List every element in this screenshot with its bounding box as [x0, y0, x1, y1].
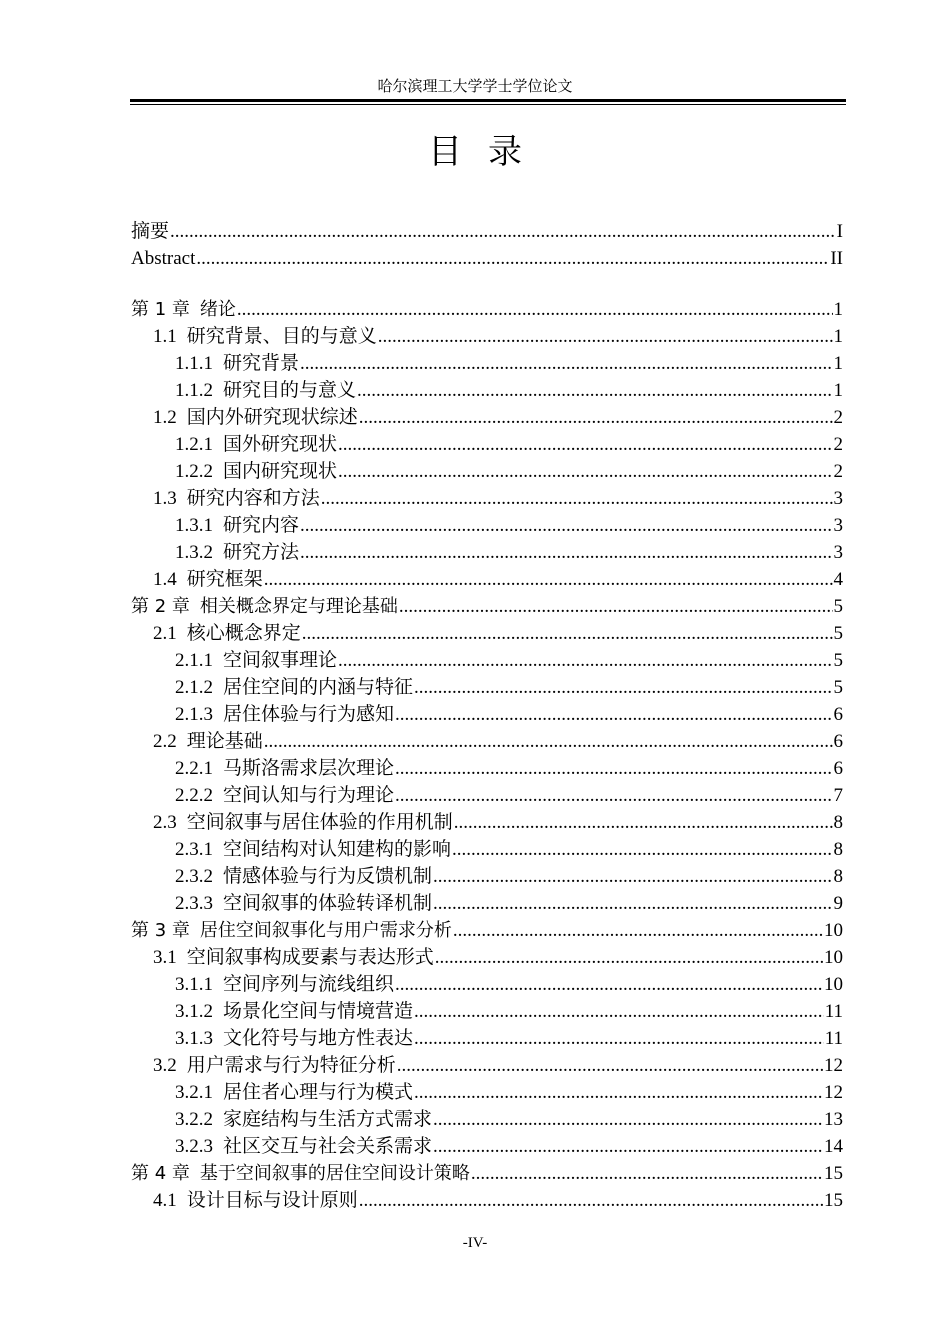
toc-entry-label: 绪论 [199, 299, 236, 320]
toc-page-number: 1 [833, 380, 843, 401]
dot-leader [300, 539, 832, 566]
toc-entry-number: 3.1.1 [175, 974, 213, 995]
toc-entry-title [131, 218, 169, 245]
toc-entry[interactable] [131, 512, 843, 539]
dot-leader [300, 350, 832, 377]
dot-leader [264, 566, 833, 593]
toc-entry-label: 研究背景、目的与意义 [186, 326, 377, 347]
toc-entry-title [131, 1160, 470, 1187]
dot-leader [395, 971, 823, 998]
toc-entry-number: 2.1.1 [175, 650, 213, 671]
dot-leader [302, 620, 833, 647]
toc-chapter-entry[interactable] [131, 296, 843, 323]
toc-page-number: II [830, 248, 843, 269]
toc-entry-title [153, 566, 263, 593]
toc-entry-label: 研究方法 [223, 542, 300, 563]
dot-leader [435, 944, 823, 971]
toc-entry-number: 1.2.2 [175, 461, 213, 482]
toc-entry-label: 空间叙事的体验转译机制 [223, 893, 433, 914]
toc-entry-title [175, 836, 451, 863]
toc-entry[interactable] [131, 620, 843, 647]
toc-entry-label: 理论基础 [186, 731, 263, 752]
toc-entry-number: 1.2.1 [175, 434, 213, 455]
toc-page-number: 5 [833, 677, 843, 698]
toc-entry-number: 1.3.1 [175, 515, 213, 536]
toc-entry-number: 2.3.1 [175, 839, 213, 860]
toc-page-number: 1 [833, 326, 843, 347]
toc-entry[interactable] [131, 701, 843, 728]
toc-page-number: 5 [833, 650, 843, 671]
toc-chapter-entry[interactable] [131, 593, 843, 620]
dot-leader [433, 1106, 823, 1133]
toc-entry-number: 4.1 [153, 1190, 177, 1211]
dot-leader [321, 485, 833, 512]
toc-entry[interactable] [131, 1187, 843, 1214]
toc-page-number: 14 [824, 1136, 843, 1157]
toc-page-number: 4 [833, 569, 843, 590]
dot-leader [338, 458, 832, 485]
toc-entry-label: 研究框架 [186, 569, 263, 590]
toc-entry-number: 3.2 [153, 1055, 177, 1076]
toc-entry-number: 2.1.2 [175, 677, 213, 698]
toc-entry-number: 3.1 [153, 947, 177, 968]
toc-page-number: 6 [833, 731, 843, 752]
toc-entry-title [153, 620, 301, 647]
toc-entry[interactable] [131, 728, 843, 755]
toc-entry-number: 1.1.1 [175, 353, 213, 374]
toc-entry-label: 基于空间叙事的居住空间设计策略 [199, 1163, 470, 1184]
toc-entry-label: 研究背景 [223, 353, 300, 374]
toc-entry[interactable] [131, 998, 843, 1025]
toc-entry-number: 2.1 [153, 623, 177, 644]
dot-leader [395, 701, 832, 728]
toc-page-number: 1 [833, 353, 843, 374]
toc-entry-label: 国外研究现状 [223, 434, 338, 455]
toc-chapter-entry[interactable] [131, 1160, 843, 1187]
table-of-contents [131, 218, 843, 1214]
dot-leader [452, 836, 832, 863]
toc-entry-title [175, 647, 337, 674]
toc-entry-title [175, 1025, 413, 1052]
toc-entry-label: 空间叙事理论 [223, 650, 338, 671]
toc-entry-label: 空间叙事构成要素与表达形式 [186, 947, 434, 968]
toc-page-number: 15 [824, 1163, 843, 1184]
toc-entry[interactable] [131, 458, 843, 485]
dot-leader [433, 890, 832, 917]
dot-leader [395, 782, 832, 809]
toc-page-number: 11 [824, 1001, 843, 1022]
toc-entry-title [175, 701, 394, 728]
toc-entry[interactable] [131, 404, 843, 431]
toc-entry-number: 第 3 章 [131, 920, 190, 941]
dot-leader [357, 377, 832, 404]
toc-entry[interactable] [131, 539, 843, 566]
toc-entry-title [131, 296, 236, 323]
toc-entry-title [153, 809, 453, 836]
toc-entry-label: 空间序列与流线组织 [223, 974, 395, 995]
dot-leader [300, 512, 832, 539]
toc-entry-label: 研究内容和方法 [186, 488, 320, 509]
toc-entry-label: 情感体验与行为反馈机制 [223, 866, 433, 887]
toc-entry-title [175, 458, 337, 485]
toc-entry-label: 居住体验与行为感知 [223, 704, 395, 725]
toc-page-number: 15 [824, 1190, 843, 1211]
toc-entry[interactable] [131, 863, 843, 890]
toc-entry-number: 2.2.1 [175, 758, 213, 779]
toc-entry-number: 1.3 [153, 488, 177, 509]
dot-leader [471, 1160, 823, 1187]
toc-entry-number: 3.1.3 [175, 1028, 213, 1049]
toc-entry-title [153, 485, 320, 512]
page-number: -IV- [462, 1235, 488, 1251]
toc-entry-number: 2.1.3 [175, 704, 213, 725]
dot-leader [264, 728, 833, 755]
toc-entry[interactable] [131, 836, 843, 863]
toc-entry-number: 2.2 [153, 731, 177, 752]
toc-chapter-entry[interactable] [131, 917, 843, 944]
toc-page-number: 2 [833, 407, 843, 428]
toc-entry-number: 2.3 [153, 812, 177, 833]
toc-entry-number: 2.3.3 [175, 893, 213, 914]
toc-entry-label: 相关概念界定与理论基础 [199, 596, 398, 617]
toc-entry[interactable] [131, 245, 843, 272]
toc-page-number: 10 [824, 947, 843, 968]
toc-entry-number: 1.1 [153, 326, 177, 347]
toc-entry-title [175, 377, 356, 404]
toc-entry-number: 2.3.2 [175, 866, 213, 887]
toc-entry-label: 用户需求与行为特征分析 [186, 1055, 396, 1076]
toc-entry[interactable] [131, 944, 843, 971]
toc-entry[interactable] [131, 323, 843, 350]
toc-entry-title [175, 890, 432, 917]
toc-entry-title [175, 755, 394, 782]
toc-entry-label: 空间结构对认知建构的影响 [223, 839, 452, 860]
toc-entry-title [175, 863, 432, 890]
toc-entry-title [131, 245, 195, 272]
toc-entry-number: 3.2.2 [175, 1109, 213, 1130]
running-header: 哈尔滨理工大学学士学位论文 [377, 79, 573, 95]
toc-page-number: 6 [833, 758, 843, 779]
toc-entry-label: 空间认知与行为理论 [223, 785, 395, 806]
toc-page-number: 12 [824, 1055, 843, 1076]
toc-entry-number: 第 4 章 [131, 1163, 190, 1184]
toc-entry-number: 1.3.2 [175, 542, 213, 563]
toc-page-number: 6 [833, 704, 843, 725]
toc-entry[interactable] [131, 566, 843, 593]
toc-page-number: 5 [833, 623, 843, 644]
dot-leader [414, 1079, 823, 1106]
dot-leader [338, 431, 832, 458]
toc-entry-label: 国内研究现状 [223, 461, 338, 482]
toc-entry-label: 文化符号与地方性表达 [223, 1028, 414, 1049]
toc-page-number: 10 [824, 920, 843, 941]
toc-entry-label: 居住者心理与行为模式 [223, 1082, 414, 1103]
dot-leader [196, 245, 829, 272]
toc-entry[interactable] [131, 1052, 843, 1079]
toc-entry[interactable] [131, 1025, 843, 1052]
toc-page-number: 9 [833, 893, 843, 914]
toc-entry-title [175, 1133, 432, 1160]
toc-page-number: 7 [833, 785, 843, 806]
toc-entry[interactable] [131, 1106, 843, 1133]
dot-leader [453, 917, 823, 944]
toc-entry-label: 马斯洛需求层次理论 [223, 758, 395, 779]
toc-entry-title [175, 512, 299, 539]
dot-leader [338, 647, 832, 674]
toc-entry-label: 社区交互与社会关系需求 [223, 1136, 433, 1157]
toc-entry-number: 第 1 章 [131, 299, 190, 320]
header-rule-thin [130, 104, 846, 105]
toc-entry[interactable] [131, 809, 843, 836]
toc-page-number: 8 [833, 812, 843, 833]
dot-leader [399, 593, 833, 620]
toc-entry-label: 研究内容 [223, 515, 300, 536]
toc-entry-label: 摘要 [131, 221, 170, 242]
toc-entry-title [175, 782, 394, 809]
toc-entry-number: 第 2 章 [131, 596, 190, 617]
dot-leader [395, 755, 832, 782]
dot-leader [237, 296, 833, 323]
dot-leader [170, 218, 836, 245]
toc-entry[interactable] [131, 485, 843, 512]
toc-entry-title [131, 917, 452, 944]
toc-entry[interactable] [131, 218, 843, 245]
toc-entry-number: 2.2.2 [175, 785, 213, 806]
toc-entry[interactable] [131, 890, 843, 917]
toc-entry-number: 3.2.1 [175, 1082, 213, 1103]
toc-page-number: I [836, 221, 843, 242]
toc-entry-number: 1.2 [153, 407, 177, 428]
toc-entry-label: 国内外研究现状综述 [186, 407, 358, 428]
dot-leader [414, 674, 832, 701]
toc-entry[interactable] [131, 1133, 843, 1160]
toc-entry-title [153, 1187, 358, 1214]
toc-page-number: 10 [824, 974, 843, 995]
toc-entry-label: 居住空间的内涵与特征 [223, 677, 414, 698]
toc-entry-title [175, 1079, 413, 1106]
toc-entry[interactable] [131, 1079, 843, 1106]
toc-entry-label: 研究目的与意义 [223, 380, 357, 401]
toc-entry-number: 1.1.2 [175, 380, 213, 401]
dot-leader [433, 1133, 823, 1160]
toc-page-number: 3 [833, 542, 843, 563]
toc-entry-label: 居住空间叙事化与用户需求分析 [199, 920, 452, 941]
toc-entry[interactable] [131, 782, 843, 809]
dot-leader [414, 1025, 824, 1052]
header-rule-thick [130, 99, 846, 102]
toc-page-number: 2 [833, 461, 843, 482]
toc-page-number: 8 [833, 866, 843, 887]
dot-leader [397, 1052, 823, 1079]
dot-leader [359, 1187, 823, 1214]
toc-entry-title [175, 431, 337, 458]
dot-leader [433, 863, 832, 890]
toc-entry-title [153, 1052, 396, 1079]
toc-entry-label: 核心概念界定 [186, 623, 301, 644]
toc-entry-label: 家庭结构与生活方式需求 [223, 1109, 433, 1130]
dot-leader [454, 809, 833, 836]
toc-page-number: 13 [824, 1109, 843, 1130]
toc-entry[interactable] [131, 647, 843, 674]
toc-entry-number: 3.2.3 [175, 1136, 213, 1157]
toc-entry[interactable] [131, 971, 843, 998]
toc-entry-title [175, 350, 299, 377]
toc-entry[interactable] [131, 755, 843, 782]
toc-entry-number: 3.1.2 [175, 1001, 213, 1022]
toc-entry-title [153, 404, 358, 431]
toc-entry-title [153, 944, 434, 971]
toc-entry-label: Abstract [131, 248, 196, 269]
dot-leader [414, 998, 824, 1025]
toc-page-number: 1 [833, 299, 843, 320]
toc-page-number: 2 [833, 434, 843, 455]
toc-entry-label: 设计目标与设计原则 [186, 1190, 358, 1211]
toc-entry-title [175, 1106, 432, 1133]
toc-entry[interactable] [131, 674, 843, 701]
toc-entry-title [175, 971, 394, 998]
toc-entry-title [153, 728, 263, 755]
toc-entry-title [153, 323, 377, 350]
toc-page-number: 3 [833, 515, 843, 536]
toc-entry[interactable] [131, 377, 843, 404]
toc-entry-title [175, 998, 413, 1025]
toc-entry-title [175, 539, 299, 566]
dot-leader [378, 323, 833, 350]
toc-page-number: 8 [833, 839, 843, 860]
toc-entry-title [131, 593, 398, 620]
toc-entry[interactable] [131, 431, 843, 458]
toc-entry[interactable] [131, 350, 843, 377]
toc-page-number: 3 [833, 488, 843, 509]
dot-leader [359, 404, 833, 431]
toc-page-number: 5 [833, 596, 843, 617]
toc-page-number: 11 [824, 1028, 843, 1049]
toc-entry-label: 空间叙事与居住体验的作用机制 [186, 812, 453, 833]
page-title: 目录 [428, 132, 548, 172]
toc-page-number: 12 [824, 1082, 843, 1103]
toc-entry-label: 场景化空间与情境营造 [223, 1001, 414, 1022]
toc-entry-number: 1.4 [153, 569, 177, 590]
toc-entry-title [175, 674, 413, 701]
